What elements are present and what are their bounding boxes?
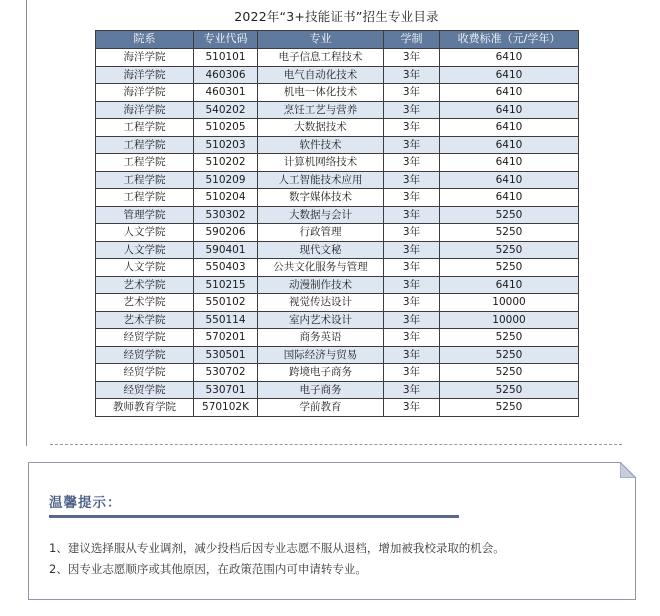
header-major-code: 专业代码 [194, 31, 258, 49]
header-tuition: 收费标准（元/学年） [440, 31, 579, 49]
cell-duration: 3年 [384, 311, 440, 329]
table-row [96, 84, 579, 102]
cell-department: 工程学院 [96, 154, 194, 172]
cell-duration: 3年 [384, 224, 440, 242]
cell-tuition: 6410 [440, 66, 579, 84]
cell-tuition: 10000 [440, 294, 579, 312]
cell-major: 软件技术 [258, 136, 384, 154]
cell-department: 经贸学院 [96, 346, 194, 364]
cell-duration: 3年 [384, 154, 440, 172]
cell-department: 经贸学院 [96, 329, 194, 347]
cell-major: 室内艺术设计 [258, 311, 384, 329]
cell-duration: 3年 [384, 84, 440, 102]
cell-major: 电子信息工程技术 [258, 49, 384, 67]
cell-major-code: 510203 [194, 136, 258, 154]
table-row [96, 66, 579, 84]
cell-duration: 3年 [384, 101, 440, 119]
cell-major-code: 530501 [194, 346, 258, 364]
notice-item: 2、因专业志愿顺序或其他原因，在政策范围内可申请转专业。 [49, 562, 367, 576]
cell-major-code: 510204 [194, 189, 258, 207]
table-row [96, 136, 579, 154]
cell-department: 经贸学院 [96, 381, 194, 399]
notice-box [28, 462, 636, 600]
cell-department: 人文学院 [96, 241, 194, 259]
cell-tuition: 10000 [440, 311, 579, 329]
cell-major: 电气自动化技术 [258, 66, 384, 84]
cell-tuition: 5250 [440, 364, 579, 382]
table-row [96, 399, 579, 417]
left-border-line [26, 0, 27, 446]
cell-duration: 3年 [384, 119, 440, 137]
cell-major-code: 510205 [194, 119, 258, 137]
cell-major: 电子商务 [258, 381, 384, 399]
cell-major: 人工智能技术应用 [258, 171, 384, 189]
cell-major-code: 530302 [194, 206, 258, 224]
table-row [96, 241, 579, 259]
cell-major-code: 460301 [194, 84, 258, 102]
table-row [96, 189, 579, 207]
table-row [96, 346, 579, 364]
table-row [96, 294, 579, 312]
cell-major-code: 530702 [194, 364, 258, 382]
table-row [96, 49, 579, 67]
header-duration: 学制 [384, 31, 440, 49]
cell-tuition: 5250 [440, 224, 579, 242]
table-row [96, 119, 579, 137]
dashed-divider [50, 444, 622, 445]
cell-major: 公共文化服务与管理 [258, 259, 384, 277]
folded-corner-icon [620, 462, 636, 478]
cell-duration: 3年 [384, 49, 440, 67]
cell-tuition: 5250 [440, 346, 579, 364]
cell-tuition: 5250 [440, 206, 579, 224]
cell-tuition: 6410 [440, 154, 579, 172]
cell-department: 工程学院 [96, 119, 194, 137]
cell-duration: 3年 [384, 171, 440, 189]
table-row [96, 101, 579, 119]
cell-major-code: 510209 [194, 171, 258, 189]
header-department: 院系 [96, 31, 194, 49]
cell-duration: 3年 [384, 364, 440, 382]
cell-tuition: 5250 [440, 259, 579, 277]
table-header-row [96, 31, 579, 49]
table-row [96, 224, 579, 242]
program-catalog-table [95, 30, 579, 417]
cell-tuition: 5250 [440, 399, 579, 417]
cell-major: 国际经济与贸易 [258, 346, 384, 364]
notice-title-underline [49, 515, 459, 518]
cell-major: 动漫制作技术 [258, 276, 384, 294]
cell-duration: 3年 [384, 259, 440, 277]
cell-major: 机电一体化技术 [258, 84, 384, 102]
cell-department: 海洋学院 [96, 66, 194, 84]
cell-major: 现代文秘 [258, 241, 384, 259]
cell-major-code: 510101 [194, 49, 258, 67]
cell-major: 计算机网络技术 [258, 154, 384, 172]
cell-duration: 3年 [384, 276, 440, 294]
cell-tuition: 6410 [440, 119, 579, 137]
cell-major-code: 540202 [194, 101, 258, 119]
cell-tuition: 6410 [440, 276, 579, 294]
cell-department: 工程学院 [96, 136, 194, 154]
cell-major-code: 550114 [194, 311, 258, 329]
cell-major-code: 570201 [194, 329, 258, 347]
cell-major: 商务英语 [258, 329, 384, 347]
cell-department: 工程学院 [96, 171, 194, 189]
cell-duration: 3年 [384, 136, 440, 154]
cell-duration: 3年 [384, 329, 440, 347]
table-row [96, 171, 579, 189]
cell-major: 大数据技术 [258, 119, 384, 137]
cell-major: 视觉传达设计 [258, 294, 384, 312]
cell-department: 艺术学院 [96, 276, 194, 294]
cell-major: 大数据与会计 [258, 206, 384, 224]
cell-major-code: 510202 [194, 154, 258, 172]
cell-department: 海洋学院 [96, 49, 194, 67]
table-row [96, 276, 579, 294]
table-title: 2022年“3+技能证书”招生专业目录 [234, 9, 439, 24]
cell-tuition: 5250 [440, 381, 579, 399]
cell-department: 海洋学院 [96, 84, 194, 102]
cell-tuition: 6410 [440, 101, 579, 119]
cell-tuition: 5250 [440, 241, 579, 259]
cell-major: 行政管理 [258, 224, 384, 242]
cell-duration: 3年 [384, 381, 440, 399]
cell-duration: 3年 [384, 206, 440, 224]
cell-major: 学前教育 [258, 399, 384, 417]
cell-department: 工程学院 [96, 189, 194, 207]
notice-item: 1、建议选择服从专业调剂，减少投档后因专业志愿不服从退档，增加被我校录取的机会。 [49, 541, 505, 555]
cell-department: 经贸学院 [96, 364, 194, 382]
cell-department: 艺术学院 [96, 294, 194, 312]
cell-department: 海洋学院 [96, 101, 194, 119]
header-major: 专业 [258, 31, 384, 49]
cell-major-code: 570102K [194, 399, 258, 417]
table-row [96, 206, 579, 224]
cell-major-code: 530701 [194, 381, 258, 399]
cell-duration: 3年 [384, 294, 440, 312]
cell-tuition: 6410 [440, 171, 579, 189]
cell-major-code: 550403 [194, 259, 258, 277]
cell-department: 人文学院 [96, 259, 194, 277]
cell-department: 人文学院 [96, 224, 194, 242]
cell-major-code: 550102 [194, 294, 258, 312]
cell-major: 跨境电子商务 [258, 364, 384, 382]
table-row [96, 311, 579, 329]
cell-tuition: 5250 [440, 329, 579, 347]
table-row [96, 259, 579, 277]
cell-department: 管理学院 [96, 206, 194, 224]
cell-major: 烹饪工艺与营养 [258, 101, 384, 119]
cell-major-code: 510215 [194, 276, 258, 294]
table-row [96, 364, 579, 382]
table-row [96, 381, 579, 399]
cell-department: 教师教育学院 [96, 399, 194, 417]
cell-major-code: 590401 [194, 241, 258, 259]
cell-tuition: 6410 [440, 84, 579, 102]
cell-duration: 3年 [384, 346, 440, 364]
cell-department: 艺术学院 [96, 311, 194, 329]
cell-duration: 3年 [384, 189, 440, 207]
cell-major: 数字媒体技术 [258, 189, 384, 207]
cell-tuition: 6410 [440, 136, 579, 154]
cell-tuition: 6410 [440, 49, 579, 67]
cell-tuition: 6410 [440, 189, 579, 207]
cell-major-code: 590206 [194, 224, 258, 242]
notice-title: 温馨提示： [49, 495, 122, 511]
cell-duration: 3年 [384, 66, 440, 84]
cell-major-code: 460306 [194, 66, 258, 84]
cell-duration: 3年 [384, 241, 440, 259]
table-row [96, 329, 579, 347]
table-row [96, 154, 579, 172]
cell-duration: 3年 [384, 399, 440, 417]
